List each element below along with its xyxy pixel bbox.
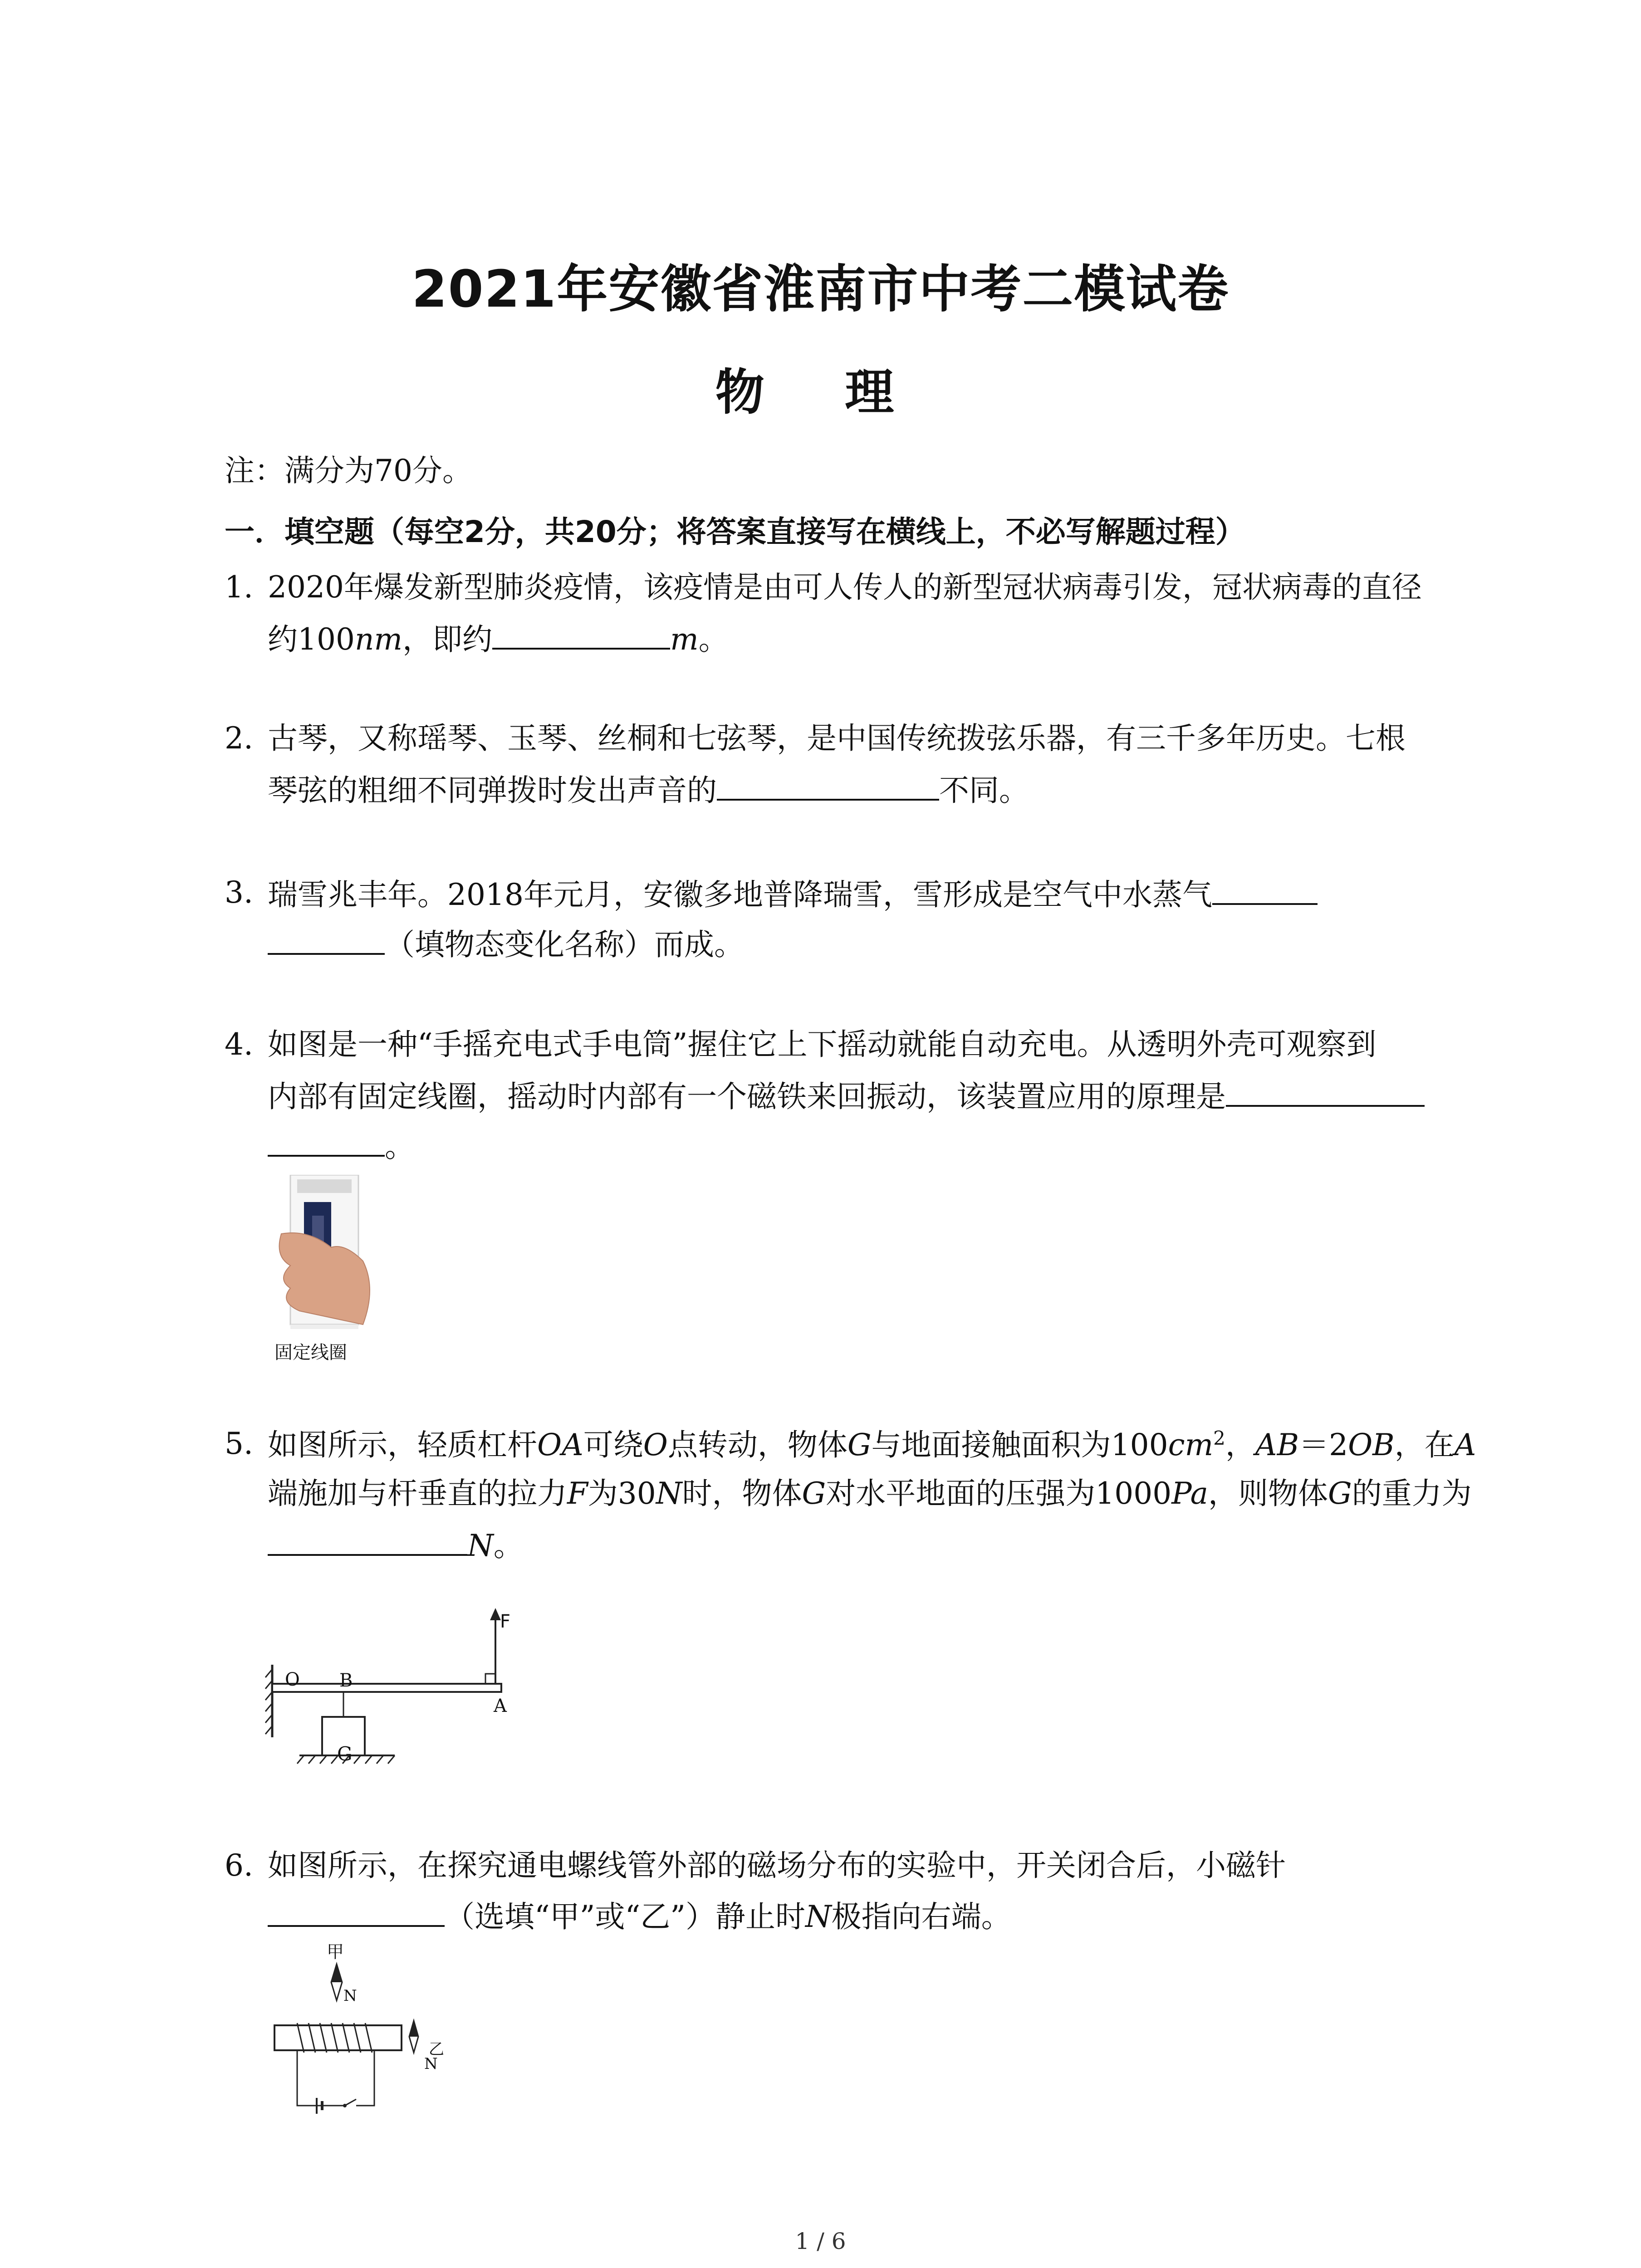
question-2-line-1: 古琴，又称瑶琴、玉琴、丝桐和七弦琴，是中国传统拨弦乐器，有三千多年历史。七根 <box>268 721 1406 756</box>
circuit-wire-left <box>297 2050 345 2106</box>
question-1-number: 1. <box>225 570 253 605</box>
label-o: O <box>285 1669 300 1690</box>
label-n-jia: N <box>343 1987 357 2005</box>
exam-title: 2021年安徽省淮南市中考二模试卷 <box>411 260 1230 319</box>
question-4-line-2: 内部有固定线圈，摇动时内部有一个磁铁来回振动，该装置应用的原理是 <box>268 1080 1425 1112</box>
question-2-line-2: 琴弦的粗细不同弹拨时发出声音的 不同。 <box>268 773 1029 808</box>
answer-blank-2[interactable] <box>717 773 939 801</box>
solenoid-tube <box>274 2025 402 2050</box>
question-3-number: 3. <box>225 875 253 910</box>
question-1-line-2: 约100nm，即约 m。 <box>268 622 729 657</box>
label-yi: 乙 <box>429 2040 444 2058</box>
answer-blank-4a[interactable] <box>1226 1080 1425 1107</box>
answer-blank-1[interactable] <box>492 622 670 650</box>
figure-caption-fixed-coil: 固定线圈 <box>274 1342 347 1363</box>
flashlight-figure <box>272 1175 381 1365</box>
flashlight-cap <box>297 1179 352 1193</box>
question-4-number: 4. <box>225 1027 253 1062</box>
solenoid-figure <box>263 1937 472 2127</box>
answer-blank-5[interactable] <box>268 1529 467 1556</box>
label-a: A <box>494 1696 507 1716</box>
subject-title: 物 理 <box>715 364 926 421</box>
label-g: G <box>337 1743 353 1765</box>
question-6-line-1: 如图所示，在探究通电螺线管外部的磁场分布的实验中，开关闭合后，小磁针 <box>268 1848 1286 1883</box>
question-2-number: 2. <box>225 721 253 756</box>
question-3-line-1: 瑞雪兆丰年。2018年元月，安徽多地普降瑞雪，雪形成是空气中水蒸气 <box>268 878 1318 910</box>
answer-blank-4b[interactable] <box>268 1129 385 1157</box>
question-3-line-2: （填物态变化名称）而成。 <box>268 928 744 960</box>
question-5-number: 5. <box>225 1426 253 1461</box>
section-header: 一．填空题（每空2分，共20分；将答案直接写在横线上，不必写解题过程） <box>225 514 1245 549</box>
question-4-line-1: 如图是一种“手摇充电式手电筒”握住它上下摇动就能自动充电。从透明外壳可观察到 <box>268 1027 1376 1062</box>
answer-blank-3b[interactable] <box>268 928 385 955</box>
question-1-line-1: 2020年爆发新型肺炎疫情，该疫情是由可人传人的新型冠状病毒引发，冠状病毒的直径 <box>268 570 1422 605</box>
label-f: F <box>500 1611 511 1632</box>
page-number: 1 / 6 <box>795 2228 846 2254</box>
question-5-line-2: 端施加与杆垂直的拉力F为30N时，物体G对水平地面的压强为1000Pa，则物体G的重力为 <box>268 1476 1472 1511</box>
label-jia: 甲 <box>327 1942 344 1962</box>
label-b: B <box>339 1670 353 1691</box>
circuit-wire-right <box>356 2050 374 2106</box>
answer-blank-6[interactable] <box>268 1900 445 1927</box>
question-5-line-1: 如图所示，轻质杠杆OA可绕O点转动，物体G与地面接触面积为$100cm^2$，AB＝2OB，在A <box>268 1427 1476 1462</box>
exam-note: 注：满分为70分。 <box>225 453 472 488</box>
question-5-line-3: N。 <box>268 1529 524 1561</box>
lever-bar <box>272 1684 501 1692</box>
question-6-number: 6. <box>225 1848 253 1883</box>
question-4-line-3: 。 <box>268 1129 415 1162</box>
label-n-yi: N <box>424 2055 438 2073</box>
answer-blank-3a[interactable] <box>1212 878 1318 905</box>
right-angle-mark <box>485 1674 495 1684</box>
question-6-line-2: （选填“甲”或“乙”）静止时N极指向右端。 <box>268 1900 1011 1932</box>
